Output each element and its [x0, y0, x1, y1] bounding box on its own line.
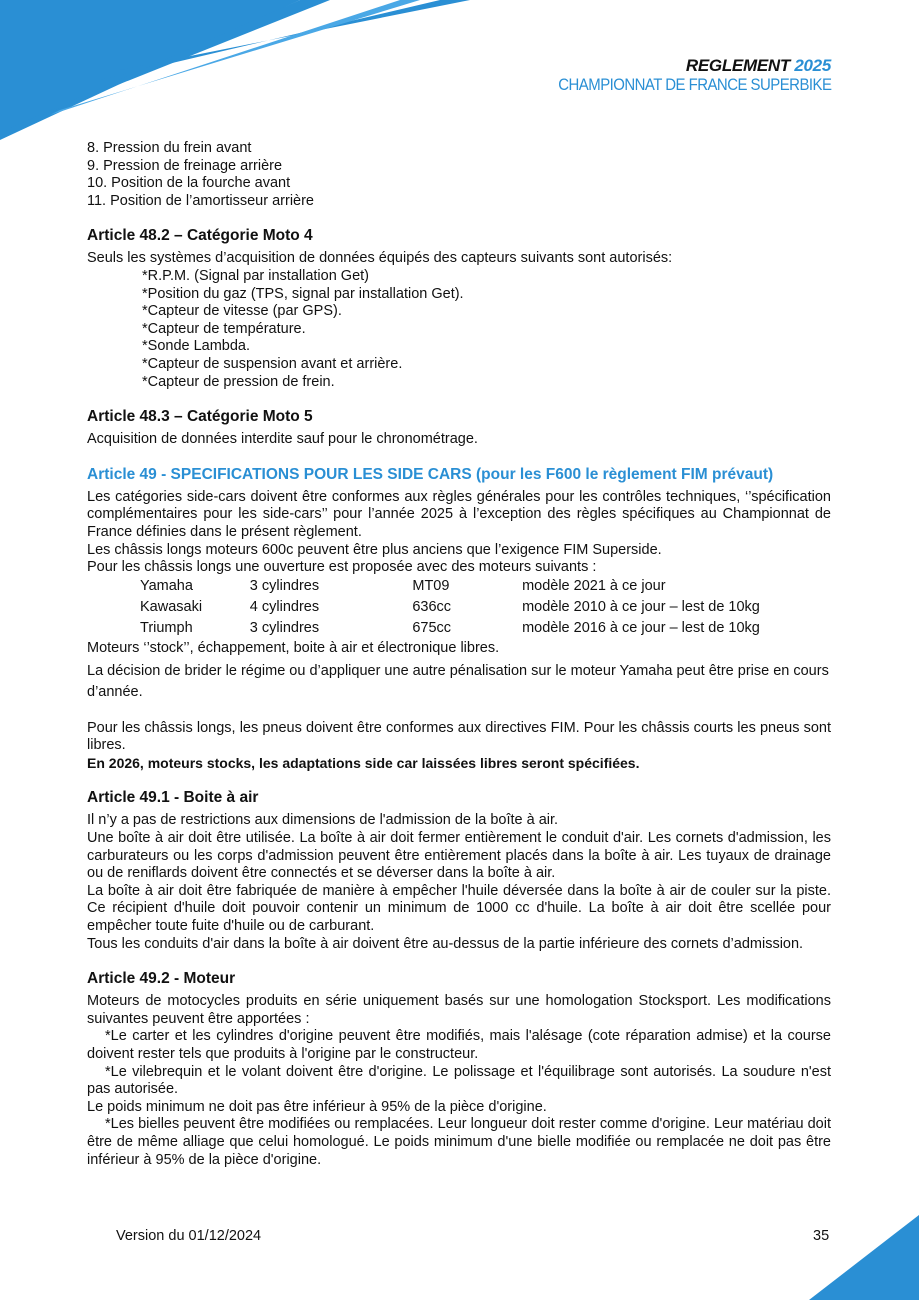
page-number: 35 — [813, 1228, 830, 1244]
table-cell: Yamaha — [140, 578, 193, 595]
article-49-1-paragraph: Une boîte à air doit être utilisée. La boîte à air doit fermer entièrement le conduit d'air. Les cornets d'admission, les carburateurs ou les corps d'admission peuvent être entièrement placés dans la boîte à air. Les tuyaux de drainage ou de reniflards doivent être connectés et se déverser dans la boîte à air. — [87, 830, 831, 882]
table-cell: 4 cylindres — [249, 599, 320, 616]
header-title-word: REGLEMENT — [685, 56, 790, 75]
table-cell: Triumph — [140, 620, 193, 637]
article-49-paragraph: Les catégories side-cars doivent être conformes aux règles générales pour les contrôles techniques, ‘’spécification complémentaires pour les side-cars’’ pour l’année 2025 à l’exception des règles spécifiques au Championnat de France définies dans le présent règlement. — [87, 488, 831, 540]
table-row — [140, 577, 831, 598]
list-item: *Capteur de suspension avant et arrière. — [142, 355, 403, 372]
article-48-3-title: Article 48.3 – Catégorie Moto 5 — [87, 408, 313, 426]
article-49-title: Article 49 - SPECIFICATIONS POUR LES SIDE CARS (pour les F600 le règlement FIM prévaut) — [87, 465, 774, 483]
list-item: *Capteur de vitesse (par GPS). — [142, 303, 342, 320]
table-cell: Kawasaki — [140, 599, 203, 616]
article-49-1-title: Article 49.1 - Boite à air — [87, 789, 259, 807]
article-49-paragraph: Pour les châssis longs une ouverture est proposée avec des moteurs suivants : — [87, 559, 597, 576]
article-49-2-paragraph: *Le carter et les cylindres d'origine peuvent être modifiés, mais l'alésage (cote réparation admise) et la course doivent rester tels que produits à l'origine par le constructeur. — [87, 1028, 831, 1062]
document-header — [521, 57, 831, 94]
engine-table — [140, 577, 831, 640]
page-content — [87, 140, 831, 1169]
table-cell: 636cc — [412, 599, 452, 616]
header-title-year: 2025 — [794, 56, 831, 75]
article-49-2-paragraph: Le poids minimum ne doit pas être inférieur à 95% de la pièce d'origine. — [87, 1098, 547, 1115]
article-48-2-title: Article 48.2 – Catégorie Moto 4 — [87, 227, 313, 245]
table-cell: 3 cylindres — [249, 578, 320, 595]
article-48-3-text: Acquisition de données interdite sauf pour le chronométrage. — [87, 431, 478, 448]
footer-version: Version du 01/12/2024 — [116, 1228, 262, 1244]
article-49-1-paragraph: Il n’y a pas de restrictions aux dimensions de l'admission de la boîte à air. — [87, 812, 559, 829]
table-cell: modèle 2016 à ce jour – lest de 10kg — [522, 620, 760, 637]
list-item: *R.P.M. (Signal par installation Get) — [142, 267, 370, 284]
table-cell: modèle 2010 à ce jour – lest de 10kg — [522, 599, 760, 616]
list-item: 11. Position de l’amortisseur arrière — [87, 192, 314, 209]
list-item: *Position du gaz (TPS, signal par installation Get). — [142, 285, 464, 302]
table-cell: 3 cylindres — [249, 620, 320, 637]
list-item: 10. Position de la fourche avant — [87, 175, 291, 192]
header-subtitle: CHAMPIONNAT DE FRANCE SUPERBIKE — [557, 74, 831, 94]
article-49-1-paragraph: Tous les conduits d'air dans la boîte à air doivent être au-dessus de la partie inférieure des cornets d’admission. — [87, 935, 804, 952]
top-list — [87, 140, 831, 210]
table-cell: MT09 — [412, 578, 450, 595]
article-48-2-intro: Seuls les systèmes d’acquisition de données équipés des capteurs suivants sont autorisés: — [87, 250, 673, 267]
article-49-2-paragraph: Moteurs de motocycles produits en série uniquement basés sur une homologation Stocksport. Les modifications suivantes peuvent être apportées : — [87, 993, 831, 1027]
table-cell: modèle 2021 à ce jour — [522, 578, 666, 595]
list-item: 9. Pression de freinage arrière — [87, 157, 283, 174]
header-title — [521, 57, 831, 76]
article-49-paragraph: Les châssis longs moteurs 600c peuvent être plus anciens que l’exigence FIM Superside. — [87, 541, 662, 558]
article-49-bold-note: En 2026, moteurs stocks, les adaptations side car laissées libres seront spécifiées. — [87, 754, 640, 771]
article-49-2-paragraph: *Les bielles peuvent être modifiées ou remplacées. Leur longueur doit rester comme d'origine. Leur matériau doit être de même alliage que celui homologué. Le poids minimum d'une bielle modifiée ou remplacée ne doit pas être inférieur à 95% de la pièce d'origine. — [87, 1116, 831, 1168]
article-49-2-paragraph: *Le vilebrequin et le volant doivent être d'origine. Le polissage et l'équilibrage sont autorisés. La soudure n'est pas autorisée. — [87, 1063, 831, 1098]
table-row — [140, 619, 831, 640]
article-49-2-title: Article 49.2 - Moteur — [87, 970, 236, 988]
list-item: 8. Pression du frein avant — [87, 140, 252, 156]
header-decoration — [0, 0, 480, 140]
table-cell: 675cc — [412, 620, 452, 637]
list-item: *Sonde Lambda. — [142, 338, 251, 355]
stock-engines-line: Moteurs ‘’stock’’, échappement, boite à air et électronique libres. — [87, 639, 500, 656]
article-49-paragraph: Pour les châssis longs, les pneus doivent être conformes aux directives FIM. Pour les châssis courts les pneus sont libres. — [87, 719, 831, 754]
article-49-1-paragraph: La boîte à air doit être fabriquée de manière à empêcher l'huile déversée dans la boîte à air de couler sur la piste. Ce récipient d'huile doit pouvoir contenir un minimum de 1000 cc d'huile. La boîte à air doit être scellée pour empêcher toute fuite d'huile ou de carburant. — [87, 882, 831, 935]
list-item: *Capteur de pression de frein. — [142, 373, 335, 390]
table-row — [140, 598, 831, 619]
sensor-list — [87, 268, 831, 391]
list-item: *Capteur de température. — [142, 320, 306, 337]
article-49-paragraph: La décision de brider le régime ou d’appliquer une autre pénalisation sur le moteur Yamaha peut être prise en cours d’année. — [87, 662, 829, 700]
